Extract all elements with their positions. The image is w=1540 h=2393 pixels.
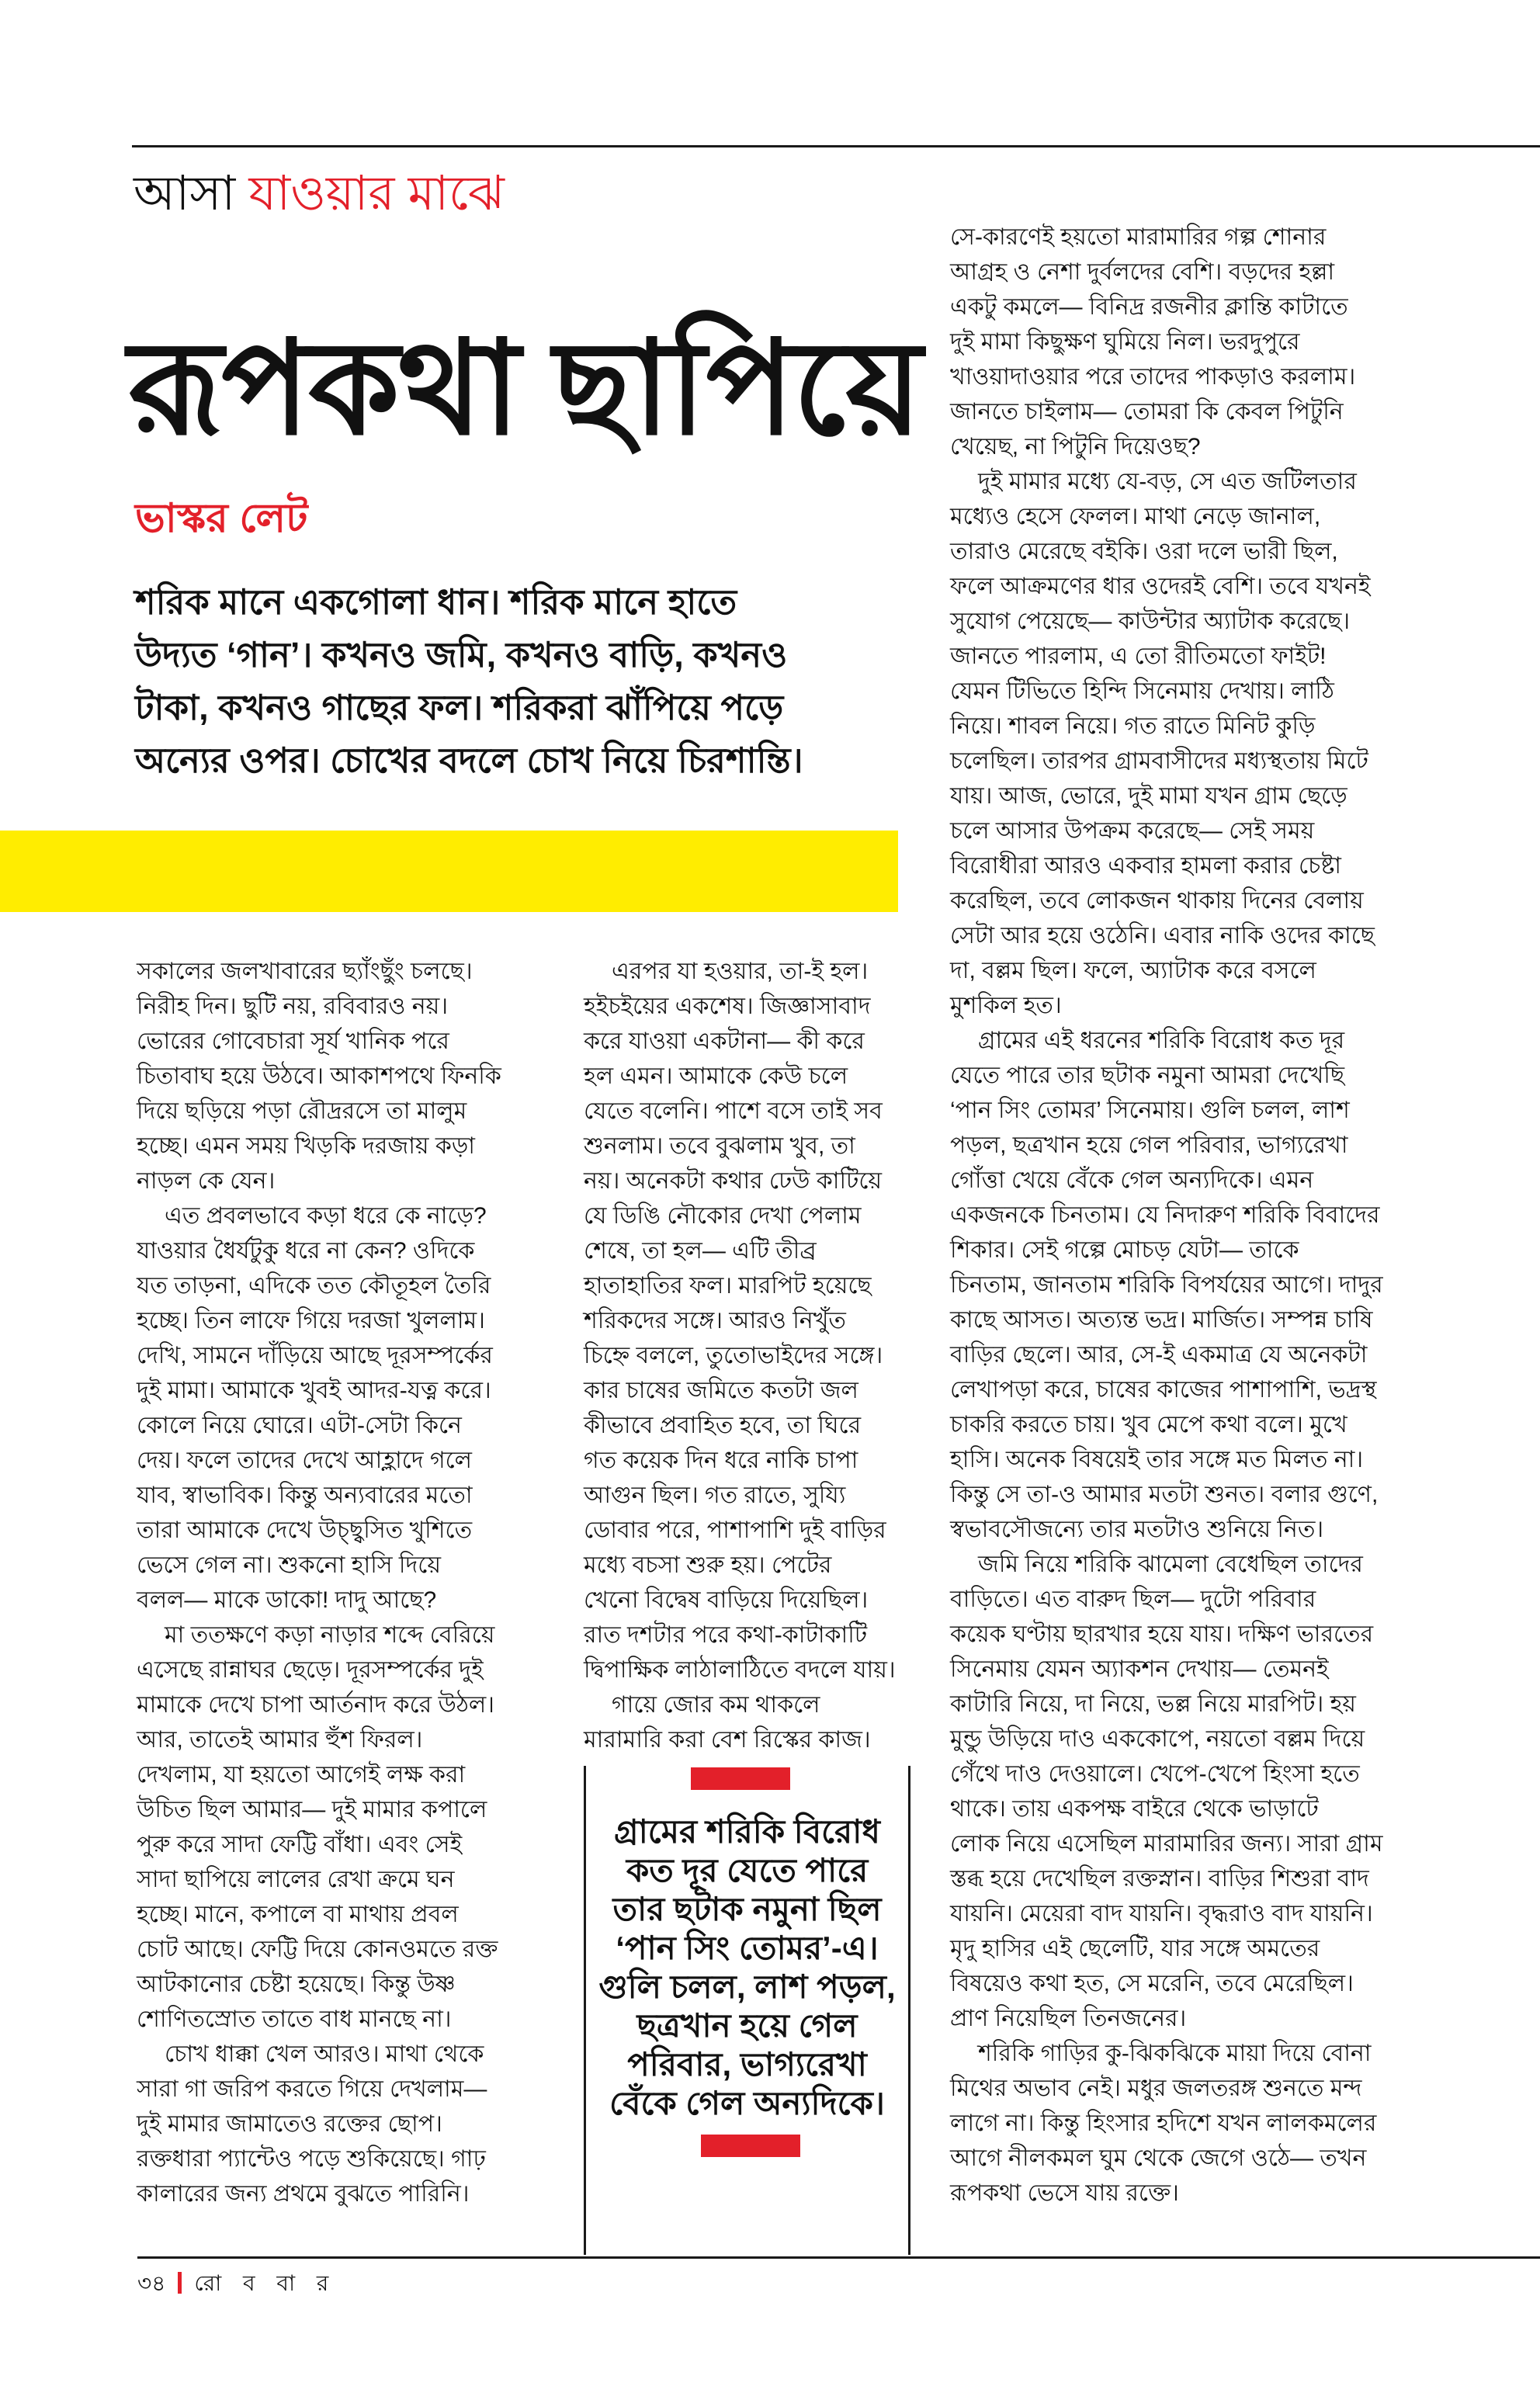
body-text-line: চোট আছে। ফেট্টি দিয়ে কোনওমতে রক্ত <box>137 1937 498 1962</box>
footer-rule <box>137 2256 1540 2259</box>
body-text-line: করে যাওয়া একটানা— কী করে <box>584 1028 865 1054</box>
body-text-line: পুরু করে সাদা ফেট্টি বাঁধা। এবং সেই <box>137 1832 463 1857</box>
body-text-line: খেয়েছ, না পিটুনি দিয়েওছ? <box>950 434 1201 460</box>
body-text-line: হাতাহাতির ফল। মারপিট হয়েছে <box>584 1273 872 1299</box>
body-text-line: চিতাবাঘ হয়ে উঠবে। আকাশপথে ফিনকি <box>137 1063 501 1089</box>
body-text-line: জমি নিয়ে শরিকি ঝামেলা বেধেছিল তাদের <box>978 1552 1363 1577</box>
body-text-line: মৃদু হাসির এই ছেলেটি, যার সঙ্গে অমতের <box>950 1936 1320 1961</box>
pull-quote-line: গ্রামের শরিকি বিরোধ <box>614 1813 880 1850</box>
body-text-line: তারা আমাকে দেখে উচ্ছ্বসিত খুশিতে <box>137 1517 473 1543</box>
body-text-line: কোলে নিয়ে ঘোরে। এটা-সেটা কিনে <box>137 1413 462 1438</box>
body-text-line: দুই মামা কিছুক্ষণ ঘুমিয়ে নিল। ভরদুপুরে <box>950 329 1300 355</box>
footer-separator <box>178 2272 182 2294</box>
body-text-line: দা, বল্লম ছিল। ফলে, অ্যাটাক করে বসলে <box>950 958 1316 983</box>
body-text-line: কীভাবে প্রবাহিত হবে, তা ঘিরে <box>584 1413 862 1438</box>
body-text-line: যেতে পারে তার ছটাক নমুনা আমরা দেখেছি <box>950 1063 1345 1088</box>
body-text-line: পড়ল, ছত্রখান হয়ে গেল পরিবার, ভাগ্যরেখা <box>950 1132 1348 1158</box>
body-text-line: আর, তাতেই আমার হুঁশ ফিরল। <box>137 1727 423 1753</box>
body-text-line: ফলে আক্রমণের ধার ওদেরই বেশি। তবে যখনই <box>950 574 1371 599</box>
body-text-line: মধ্যেও হেসে ফেলল। মাথা নেড়ে জানাল, <box>950 504 1321 529</box>
body-text-line: উচিত ছিল আমার— দুই মামার কপালে <box>137 1797 487 1822</box>
body-text-line: চাকরি করতে চায়। খুব মেপে কথা বলে। মুখে <box>950 1412 1348 1438</box>
body-text-line: নয়। অনেকটা কথার ঢেউ কাটিয়ে <box>584 1168 883 1194</box>
body-text-line: হচ্ছে। তিন লাফে গিয়ে দরজা খুললাম। <box>137 1308 485 1333</box>
body-text-line: মামাকে দেখে চাপা আর্তনাদ করে উঠল। <box>137 1692 494 1718</box>
body-text-line: দেখলাম, যা হয়তো আগেই লক্ষ করা <box>137 1762 466 1788</box>
body-text-line: শিকার। সেই গল্পে মোচড় যেটা— তাকে <box>950 1237 1299 1263</box>
body-text-line: যায়। আজ, ভোরে, দুই মামা যখন গ্রাম ছেড়ে <box>950 783 1348 809</box>
deck-line: উদ্যত ‘গান’। কখনও জমি, কখনও বাড়ি, কখনও <box>135 635 788 675</box>
body-text-line: মারামারি করা বেশ রিস্কের কাজ। <box>584 1727 871 1753</box>
body-text-line: চলে আসার উপক্রম করেছে— সেই সময় <box>950 818 1315 844</box>
body-text-line: করেছিল, তবে লোকজন থাকায় দিনের বেলায় <box>950 888 1364 914</box>
page-number: ৩৪ <box>137 2271 166 2295</box>
pull-quote-line: পরিবার, ভাগ্যরেখা <box>627 2046 867 2083</box>
body-text-line: যাওয়ার ধৈর্যটুকু ধরে না কেন? ওদিকে <box>137 1238 475 1264</box>
deck-line: শরিক মানে একগোলা ধান। শরিক মানে হাতে <box>135 582 737 622</box>
body-text-line: এরপর যা হওয়ার, তা-ই হল। <box>612 959 869 984</box>
body-text-line: আগে নীলকমল ঘুম থেকে জেগে ওঠে— তখন <box>950 2145 1367 2171</box>
body-text-line: আটকানোর চেষ্টা হয়েছে। কিন্তু উষ্ণ <box>137 1972 456 1997</box>
body-text-line: লোক নিয়ে এসেছিল মারামারির জন্য। সারা গ্রাম <box>950 1831 1383 1857</box>
body-text-line: বাড়ির ছেলে। আর, সে-ই একমাত্র যে অনেকটা <box>950 1342 1368 1368</box>
body-text-line: যেতে বলেনি। পাশে বসে তাই সব <box>584 1098 883 1124</box>
body-text-line: সকালের জলখাবারের ছ্যাঁংছুঁং চলছে। <box>137 959 473 984</box>
pull-quote-line: তার ছটাক নমুনা ছিল <box>612 1891 882 1927</box>
magazine-name: রো ব বা র <box>194 2271 337 2295</box>
body-text-line: মা ততক্ষণে কড়া নাড়ার শব্দে বেরিয়ে <box>165 1622 495 1648</box>
body-text-line: খাওয়াদাওয়ার পরে তাদের পাকড়াও করলাম। <box>950 364 1356 390</box>
body-text-line: মুশকিল হত। <box>950 993 1062 1018</box>
body-text-line: দুই মামার জামাতেও রক্তের ছোপ। <box>137 2111 442 2137</box>
body-text-line: গেঁথে দাও দেওয়ালে। খেপে-খেপে হিংসা হতে <box>950 1761 1360 1787</box>
body-text-line: লেখাপড়া করে, চাষের কাজের পাশাপাশি, ভদ্রস্থ <box>950 1377 1377 1403</box>
body-text-line: মিথের অভাব নেই। মধুর জলতরঙ্গ শুনতে মন্দ <box>950 2076 1362 2101</box>
body-text-line: দেয়। ফলে তাদের দেখে আহ্লাদে গলে <box>137 1448 473 1473</box>
body-text-line: শেষে, তা হল— এটি তীব্র <box>584 1238 817 1264</box>
body-text-line: নিরীহ দিন। ছুটি নয়, রবিবারও নয়। <box>137 994 449 1019</box>
kicker-black: আসা <box>134 167 236 220</box>
body-text-line: হইচইয়ের একশেষ। জিজ্ঞাসাবাদ <box>584 994 871 1019</box>
body-text-line: কয়েক ঘণ্টায় ছারখার হয়ে যায়। দক্ষিণ ভারতের <box>950 1621 1374 1647</box>
top-rule <box>132 145 1540 147</box>
body-text-line: সারা গা জরিপ করতে গিয়ে দেখলাম— <box>137 2076 487 2102</box>
body-text-line: রূপকথা ভেসে যায় রক্তে। <box>950 2180 1179 2206</box>
body-text-line: গায়ে জোর কম থাকলে <box>612 1692 820 1718</box>
body-text-line: বলল— মাকে ডাকো! দাদু আছে? <box>137 1587 437 1613</box>
body-text-line: প্রাণ নিয়েছিল তিনজনের। <box>950 2006 1187 2031</box>
body-text-line: যে ডিঙি নৌকোর দেখা পেলাম <box>584 1203 862 1229</box>
body-text-line: দেখি, সামনে দাঁড়িয়ে আছে দূরসম্পর্কের <box>137 1343 493 1368</box>
body-text-line: একটু কমলে— বিনিদ্র রজনীর ক্লান্তি কাটাতে <box>950 294 1348 320</box>
body-text-line: সেটা আর হয়ে ওঠেনি। এবার নাকি ওদের কাছে <box>950 923 1375 949</box>
pull-quote-line: ছত্রখান হয়ে গেল <box>636 2007 858 2044</box>
body-text-line: যায়নি। মেয়েরা বাদ যায়নি। বৃদ্ধরাও বাদ যায়নি। <box>950 1901 1373 1927</box>
body-text-line: স্তব্ধ হয়ে দেখেছিল রক্তস্নান। বাড়ির শিশুরা বাদ <box>950 1866 1369 1892</box>
body-text-line: চিহ্নে বললে, তুতোভাইদের সঙ্গে। <box>584 1343 883 1368</box>
body-text-line: আগুন ছিল। গত রাতে, সুয্যি <box>584 1483 846 1508</box>
body-text-line: চিনতাম, জানতাম শরিকি বিপর্যয়ের আগে। দাদুর <box>950 1272 1383 1298</box>
body-text-line: দুই মামার মধ্যে যে-বড়, সে এত জটিলতার <box>978 469 1357 494</box>
pull-quote-box <box>584 1766 910 2255</box>
body-text-line: ‘পান সিং তোমর’ সিনেমায়। গুলি চলল, লাশ <box>950 1098 1350 1123</box>
pull-quote-top-bar <box>691 1767 790 1790</box>
body-text-line: শুনলাম। তবে বুঝলাম খুব, তা <box>584 1133 855 1159</box>
body-text-line: ভোরের গোবেচারা সূর্য খানিক পরে <box>137 1028 449 1054</box>
headline: রূপকথা ছাপিয়ে <box>128 315 921 461</box>
section-kicker <box>134 159 505 229</box>
body-text-line: আগ্রহ ও নেশা দুর্বলদের বেশি। বড়দের হল্লা <box>950 259 1335 285</box>
body-text-line: খেনো বিদ্বেষ বাড়িয়ে দিয়েছিল। <box>584 1587 869 1613</box>
body-text-line: হচ্ছে। এমন সময় খিড়কি দরজায় কড়া <box>137 1133 476 1159</box>
body-text-line: জানতে পারলাম, এ তো রীতিমতো ফাইট! <box>950 643 1327 669</box>
body-text-line: একজনকে চিনতাম। যে নিদারুণ শরিকি বিবাদের <box>950 1202 1380 1228</box>
deck-line: অন্যের ওপর। চোখের বদলে চোখ নিয়ে চিরশান্তি। <box>135 740 803 780</box>
body-text-line: গ্রামের এই ধরনের শরিকি বিরোধ কত দূর <box>978 1028 1345 1053</box>
body-text-line: রাত দশটার পরে কথা-কাটাকাটি <box>584 1622 868 1648</box>
body-text-line: লাগে না। কিন্তু হিংসার হদিশে যখন লালকমলের <box>950 2110 1377 2136</box>
body-text-line: এসেছে রান্নাঘর ছেড়ে। দূরসম্পর্কের দুই <box>137 1657 484 1683</box>
body-text-line: বিষয়েও কথা হত, সে মরেনি, তবে মেরেছিল। <box>950 1971 1354 1996</box>
pull-quote-line: ‘পান সিং তোমর’-এ। <box>616 1930 879 1966</box>
body-text-line: শোণিতস্রোত তাতে বাধ মানছে না। <box>137 2006 452 2032</box>
footer <box>137 2268 336 2299</box>
body-text-line: কালারের জন্য প্রথমে বুঝতে পারিনি। <box>137 2181 470 2207</box>
yellow-band <box>0 831 898 912</box>
deck <box>135 576 911 787</box>
body-text-line: হল এমন। আমাকে কেউ চলে <box>584 1063 848 1089</box>
body-text-line: রক্তধারা প্যান্টেও পড়ে শুকিয়েছে। গাঢ় <box>137 2146 486 2172</box>
body-text-line: হচ্ছে। মানে, কপালে বা মাথায় প্রবল <box>137 1902 459 1927</box>
body-text-line: কাটারি নিয়ে, দা নিয়ে, ভল্ল নিয়ে মারপিট। হয় <box>950 1691 1356 1717</box>
body-text-line: চোখ ধাক্কা খেল আরও। মাথা থেকে <box>165 2041 484 2067</box>
body-text-line: বিরোধীরা আরও একবার হামলা করার চেষ্টা <box>950 853 1342 879</box>
pull-quote-line: গুলি চলল, লাশ পড়ল, <box>598 1968 896 2005</box>
body-text-line: শরিকদের সঙ্গে। আরও নিখুঁত <box>584 1308 846 1333</box>
body-text-line: জানতে চাইলাম— তোমরা কি কেবল পিটুনি <box>950 399 1344 425</box>
pull-quote-line: বেঁকে গেল অন্যদিকে। <box>609 2085 885 2121</box>
body-text-line: ভেসে গেল না। শুকনো হাসি দিয়ে <box>137 1552 441 1578</box>
body-text-line: বাড়িতে। এত বারুদ ছিল— দুটো পরিবার <box>950 1587 1316 1612</box>
byline: ভাস্কর লেট <box>135 496 308 541</box>
body-text-line: যত তাড়না, এদিকে তত কৌতূহল তৈরি <box>137 1273 491 1299</box>
body-text-line: নিয়ে। শাবল নিয়ে। গত রাতে মিনিট কুড়ি <box>950 713 1316 739</box>
kicker-red: যাওয়ার মাঝে <box>248 167 505 220</box>
body-text-line: দ্বিপাক্ষিক লাঠালাঠিতে বদলে যায়। <box>584 1657 896 1683</box>
deck-line: টাকা, কখনও গাছের ফল। শরিকরা ঝাঁপিয়ে পড়ে <box>135 688 784 727</box>
body-text-line: যেমন টিভিতে হিন্দি সিনেমায় দেখায়। লাঠি <box>950 678 1334 704</box>
body-text-line: এত প্রবলভাবে কড়া ধরে কে নাড়ে? <box>165 1203 487 1229</box>
body-text-line: হাসি। অনেক বিষয়েই তার সঙ্গে মত মিলত না। <box>950 1447 1364 1472</box>
body-text-line: দিয়ে ছড়িয়ে পড়া রৌদ্ররসে তা মালুম <box>137 1098 467 1124</box>
body-text-line: স্বভাবসৌজন্যে তার মতটাও শুনিয়ে নিত। <box>950 1517 1324 1542</box>
body-text-line: কাছে আসত। অত্যন্ত ভদ্র। মার্জিত। সম্পন্ন চাষি <box>950 1307 1373 1333</box>
body-text-line: চলেছিল। তারপর গ্রামবাসীদের মধ্যস্থতায় মিটে <box>950 748 1368 774</box>
body-text-line: সাদা ছাপিয়ে লালের রেখা ক্রমে ঘন <box>137 1867 455 1892</box>
body-text-line: কিন্তু সে তা-ও আমার মতটা শুনত। বলার গুণে, <box>950 1482 1379 1507</box>
body-text-line: যাব, স্বাভাবিক। কিন্তু অন্যবারের মতো <box>137 1483 473 1508</box>
body-text-line: থাকে। তায় একপক্ষ বাইরে থেকে ভাড়াটে <box>950 1796 1319 1822</box>
body-text-line: ডোবার পরে, পাশাপাশি দুই বাড়ির <box>584 1517 886 1543</box>
body-text-line: সুযোগ পেয়েছে— কাউন্টার অ্যাটাক করেছে। <box>950 609 1351 634</box>
body-text-line: নাড়ল কে যেন। <box>137 1168 276 1194</box>
pull-quote-line: কত দূর যেতে পারে <box>626 1852 869 1888</box>
body-text-line: দুই মামা। আমাকে খুবই আদর-যত্ন করে। <box>137 1378 491 1403</box>
body-text-line: কার চাষের জমিতে কতটা জল <box>584 1378 858 1403</box>
body-text-line: মধ্যে বচসা শুরু হয়। পেটের <box>584 1552 832 1578</box>
body-text-line: সিনেমায় যেমন অ্যাকশন দেখায়— তেমনই <box>950 1656 1329 1682</box>
body-text-line: তারাও মেরেছে বইকি। ওরা দলে ভারী ছিল, <box>950 539 1338 564</box>
body-text-line: গত কয়েক দিন ধরে নাকি চাপা <box>584 1448 858 1473</box>
pull-quote-bottom-bar <box>701 2135 800 2157</box>
body-text-line: সে-কারণেই হয়তো মারামারির গল্প শোনার <box>950 224 1327 250</box>
body-text-line: মুন্ডু উড়িয়ে দাও এককোপে, নয়তো বল্লম দিয়ে <box>950 1726 1365 1752</box>
body-text-line: গোঁত্তা খেয়ে বেঁকে গেল অন্যদিকে। এমন <box>950 1167 1314 1193</box>
body-text-line: শরিকি গাড়ির কু-ঝিকঝিকে মায়া দিয়ে বোনা <box>978 2041 1372 2066</box>
